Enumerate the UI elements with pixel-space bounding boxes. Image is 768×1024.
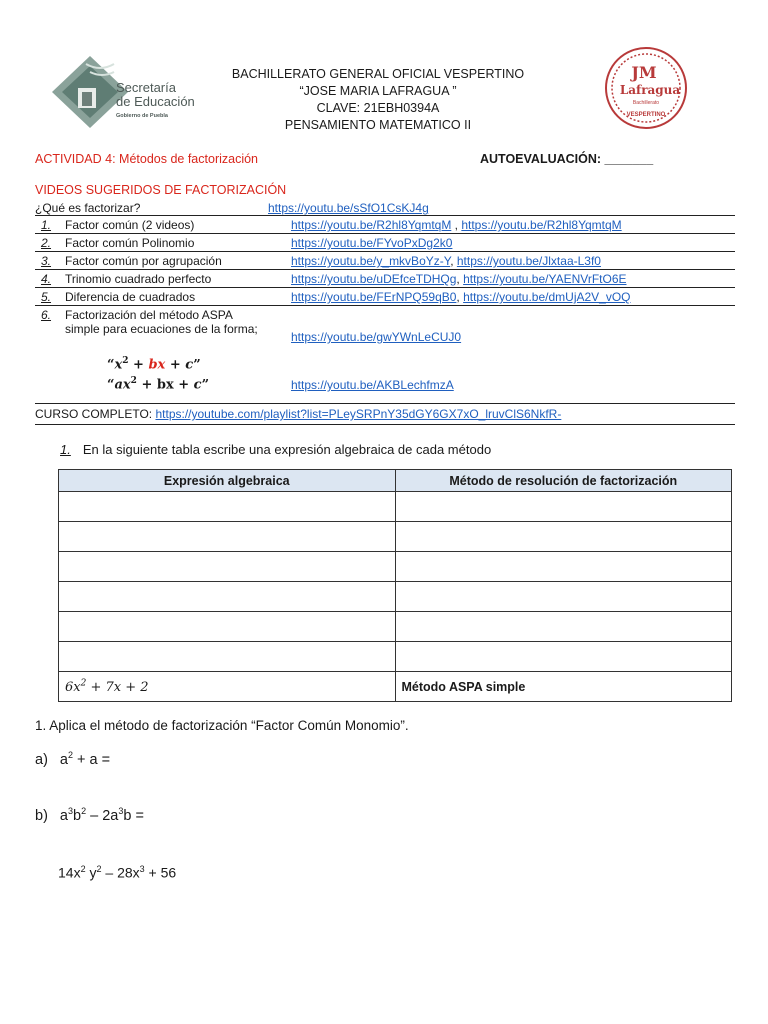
table-cell[interactable] (59, 642, 396, 672)
video-link[interactable]: https://youtu.be/uDEfceTDHQg (291, 272, 457, 286)
example-expression: $6x^2 + 7x + 2$ (59, 672, 396, 702)
table-row (59, 492, 732, 522)
video-row-intro (35, 199, 735, 216)
table-cell[interactable] (395, 552, 732, 582)
video-row-2 (35, 234, 735, 252)
video-link-aspa-2[interactable]: https://youtu.be/AKBLechfmzA (291, 378, 454, 392)
table-cell[interactable] (59, 552, 396, 582)
table-cell[interactable] (395, 612, 732, 642)
school-header (200, 66, 556, 134)
full-course-link[interactable]: https://youtube.com/playlist?list=PLeySRPnY35dGY6GX7xO_lruvClS6NkfR- (155, 407, 562, 421)
video-number: 2. (41, 236, 52, 250)
video-row-1: 1. Factor común (2 videos) https://youtu.be/R2hl8YqmtqM , https://youtu.be/R2hl8YqmtqM (35, 216, 735, 234)
videos-section-title: VIDEOS SUGERIDOS DE FACTORIZACIÓN (35, 183, 287, 197)
exercise-a: a) $a^2 + a$ = (35, 750, 111, 768)
video-label: ¿Qué es factorizar? (35, 201, 141, 215)
self-evaluation-label: AUTOEVALUACIÓN: _______ (480, 152, 654, 166)
video-label: Factorización del método ASPA simple para ecuaciones de la forma; (65, 308, 258, 336)
table-cell[interactable] (395, 522, 732, 552)
table-cell[interactable] (59, 492, 396, 522)
video-link-2[interactable]: https://youtu.be/YAENVrFtO6E (463, 272, 627, 286)
column-header: Expresión algebraica (59, 470, 396, 492)
table-row (59, 642, 732, 672)
formula-ax2-bx-c: “$ax^2$ + bx + c” (107, 376, 210, 393)
table-cell[interactable] (395, 642, 732, 672)
table-cell[interactable] (59, 582, 396, 612)
exercise-label: a) (35, 751, 48, 768)
video-link-2[interactable]: https://youtu.be/R2hl8YqmtqM (461, 218, 622, 232)
school-name: BACHILLERATO GENERAL OFICIAL VESPERTINO (231, 67, 525, 81)
table-cell[interactable] (395, 492, 732, 522)
exercise-c: $14x^2$ $y^2 - 28x^3 + 56$ (58, 864, 177, 881)
table-row (59, 552, 732, 582)
table-cell[interactable] (59, 612, 396, 642)
video-row-4: 4. Trinomio cuadrado perfecto https://youtu.be/uDEfceTDHQg, https://youtu.be/YAENVrFtO6E (35, 270, 735, 288)
table-row (59, 612, 732, 642)
video-label: Diferencia de cuadrados (65, 290, 196, 304)
video-link[interactable]: https://youtu.be/sSfO1CsKJ4g (268, 201, 429, 215)
video-row-6 (35, 306, 735, 408)
activity-title: ACTIVIDAD 4: Métodos de factorización (35, 152, 259, 166)
table-cell[interactable] (59, 522, 396, 552)
jm-lafragua-seal (604, 46, 688, 130)
video-label: Factor común Polinomio (65, 236, 195, 250)
video-link[interactable]: https://youtu.be/y_mkvBoYz-Y (291, 254, 451, 268)
table-row (59, 582, 732, 612)
video-label: Factor común (2 videos) (65, 218, 195, 232)
svg-text:Lafragua: Lafragua (619, 83, 681, 97)
video-label: Factor común por agrupación (65, 254, 222, 268)
svg-text:Secretaría: Secretaría (116, 80, 176, 95)
table-row (59, 522, 732, 552)
column-header: Método de resolución de factorización (395, 470, 732, 492)
svg-text:JM: JM (631, 63, 657, 82)
video-number: 3. (41, 254, 52, 268)
course-name: PENSAMIENTO MATEMATICO II (284, 118, 472, 132)
question-text: En la siguiente tabla escribe una expresión algebraica de cada método (82, 442, 492, 457)
full-course-label: CURSO COMPLETO: (35, 407, 153, 421)
video-row-5: 5. Diferencia de cuadrados https://youtu.be/FErNPQ59qB0, https://youtu.be/dmUjA2V_vOQ (35, 288, 735, 306)
question-1 (60, 442, 491, 457)
exercise-b: b) $a^3b^2 - 2a^3b$ = (35, 806, 144, 824)
svg-text:Gobierno de Puebla: Gobierno de Puebla (116, 113, 168, 119)
video-number: 6. (41, 308, 52, 322)
video-number: 5. (41, 290, 52, 304)
school-subname: “JOSE MARIA LAFRAGUA ” (299, 84, 457, 98)
table-cell[interactable] (395, 582, 732, 612)
svg-text:Bachillerato: Bachillerato (632, 100, 660, 106)
video-link-2[interactable]: https://youtu.be/Jlxtaa-L3f0 (456, 254, 601, 268)
full-course-row (35, 404, 735, 425)
svg-text:de Educación: de Educación (116, 94, 195, 109)
video-number: 4. (41, 272, 52, 286)
formula-x2-bx-c: “$x^2$ + bx + c” (107, 356, 201, 373)
videos-list (35, 199, 735, 408)
question-2: 1. Aplica el método de factorización “Factor Común Monomio”. (35, 718, 409, 733)
secretaria-educacion-logo (50, 52, 200, 130)
video-number: 1. (41, 218, 52, 232)
exercise-table (58, 469, 732, 702)
video-label: Trinomio cuadrado perfecto (65, 272, 212, 286)
exercise-label: b) (35, 807, 48, 824)
table-header-row (59, 470, 732, 492)
school-key: CLAVE: 21EBH0394A (316, 101, 440, 115)
video-row-3: 3. Factor común por agrupación https://youtu.be/y_mkvBoYz-Y, https://youtu.be/Jlxtaa-L3f0 (35, 252, 735, 270)
svg-text:VESPERTINO: VESPERTINO (626, 112, 666, 118)
video-link-2[interactable]: https://youtu.be/dmUjA2V_vOQ (463, 290, 631, 304)
video-link[interactable]: https://youtu.be/FYvoPxDg2k0 (291, 236, 453, 250)
question-number: 1. (60, 442, 71, 457)
video-link[interactable]: https://youtu.be/R2hl8YqmtqM (291, 218, 452, 232)
video-link-aspa-1[interactable]: https://youtu.be/gwYWnLeCUJ0 (291, 330, 462, 344)
table-row-example (59, 672, 732, 702)
example-method: Método ASPA simple (395, 672, 732, 702)
video-link[interactable]: https://youtu.be/FErNPQ59qB0 (291, 290, 457, 304)
